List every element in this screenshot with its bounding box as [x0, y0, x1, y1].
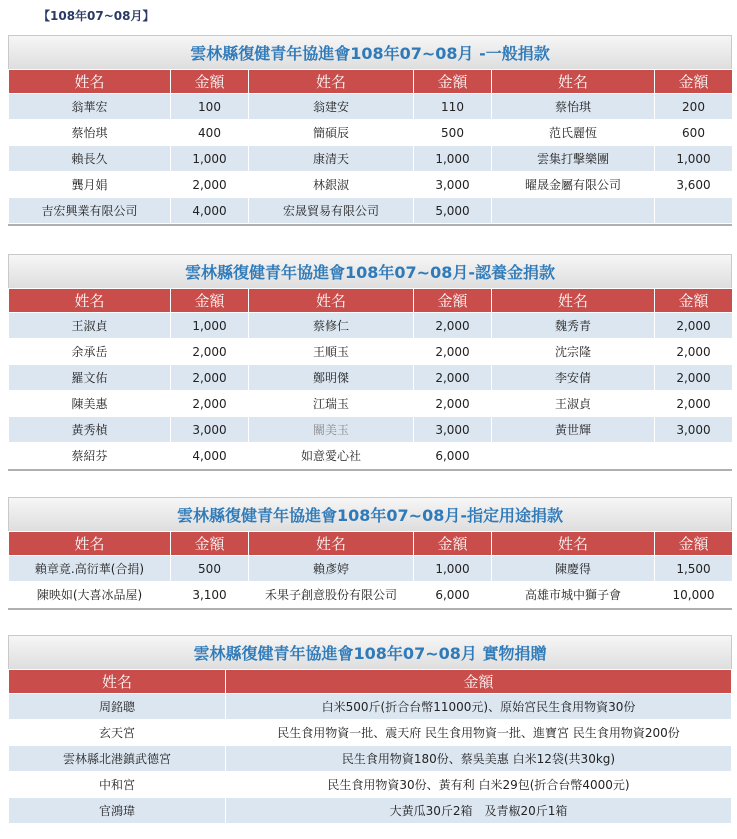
donation-amount: 4,000 [171, 198, 249, 224]
donor-name: 周銘聰 [9, 694, 226, 720]
table-row [9, 94, 733, 120]
amount-header: 金額 [171, 70, 249, 94]
donation-amount: 6,000 [414, 582, 492, 608]
donation-amount: 600 [655, 120, 733, 146]
donor-name: 翁建安 [249, 94, 414, 120]
donation-amount: 2,000 [171, 365, 249, 391]
donor-name: 賴彥婷 [249, 556, 414, 582]
donation-amount: 100 [171, 94, 249, 120]
table-row [9, 772, 732, 798]
donor-name: 高雄市城中獅子會 [492, 582, 655, 608]
donation-amount: 2,000 [171, 391, 249, 417]
period-label: 【108年07~08月】 [38, 9, 155, 23]
table-row [9, 365, 733, 391]
donor-name: 陳映如(大喜冰品屋) [9, 582, 171, 608]
donor-name: 江瑞玉 [249, 391, 414, 417]
inkind-donations-title: 雲林縣復健青年協進會108年07~08月 實物捐贈 [8, 635, 732, 669]
donation-amount: 3,100 [171, 582, 249, 608]
donation-amount: 1,000 [655, 146, 733, 172]
donor-name: 林銀淑 [249, 172, 414, 198]
donor-name: 黃世輝 [492, 417, 655, 443]
donor-name [492, 443, 655, 469]
donation-amount: 3,000 [171, 417, 249, 443]
name-header: 姓名 [9, 289, 171, 313]
section-divider [8, 224, 732, 226]
name-header: 姓名 [249, 289, 414, 313]
donor-name: 雲集打擊樂團 [492, 146, 655, 172]
donor-name: 中和宮 [9, 772, 226, 798]
donation-amount: 4,000 [171, 443, 249, 469]
donor-name: 龔月娟 [9, 172, 171, 198]
donation-amount: 2,000 [414, 365, 492, 391]
amount-header: 金額 [655, 289, 733, 313]
donor-name: 羅文佑 [9, 365, 171, 391]
donor-name: 宏晟貿易有限公司 [249, 198, 414, 224]
table-row [9, 339, 733, 365]
donor-name: 沈宗隆 [492, 339, 655, 365]
donor-name: 陳美惠 [9, 391, 171, 417]
donor-name: 曜晟金屬有限公司 [492, 172, 655, 198]
donor-name: 關美玉 [249, 417, 414, 443]
donor-name: 康清天 [249, 146, 414, 172]
donor-name: 禾果子創意股份有限公司 [249, 582, 414, 608]
donation-amount: 500 [414, 120, 492, 146]
name-header: 姓名 [249, 70, 414, 94]
donation-items: 民生食用物資30份、黃有利 白米29包(折合台幣4000元) [226, 772, 732, 798]
donor-name: 吉宏興業有限公司 [9, 198, 171, 224]
donation-amount: 2,000 [655, 339, 733, 365]
table-header-row [9, 289, 733, 313]
donation-amount: 400 [171, 120, 249, 146]
donation-amount: 200 [655, 94, 733, 120]
table-header-row [9, 532, 733, 556]
general-donations-table [8, 69, 733, 224]
designated-donations-table [8, 531, 733, 608]
name-header: 姓名 [9, 532, 171, 556]
name-header: 姓名 [492, 70, 655, 94]
donor-name: 雲林縣北港鎮武德宮 [9, 746, 226, 772]
donor-name: 蔡怡琪 [9, 120, 171, 146]
donation-items: 白米500斤(折合台幣11000元)、原始宮民生食用物資30份 [226, 694, 732, 720]
designated-donations-title: 雲林縣復健青年協進會108年07~08月-指定用途捐款 [8, 497, 732, 531]
donation-amount: 2,000 [414, 313, 492, 339]
inkind-donations-section [8, 635, 732, 824]
donation-amount [655, 198, 733, 224]
donation-amount: 1,000 [171, 313, 249, 339]
donor-name: 余承岳 [9, 339, 171, 365]
name-header: 姓名 [9, 70, 171, 94]
donation-amount: 3,000 [414, 417, 492, 443]
donor-name: 蔡紹芬 [9, 443, 171, 469]
amount-header: 金額 [171, 289, 249, 313]
donation-amount: 2,000 [414, 391, 492, 417]
table-row [9, 198, 733, 224]
table-row [9, 582, 733, 608]
donor-name: 范氏麗恆 [492, 120, 655, 146]
table-row [9, 798, 732, 824]
donation-items: 民生食用物資180份、蔡吳美惠 白米12袋(共30kg) [226, 746, 732, 772]
donor-name: 賴章竟.高衍華(合捐) [9, 556, 171, 582]
donation-amount: 2,000 [655, 391, 733, 417]
table-header-row [9, 70, 733, 94]
designated-donations-section [8, 497, 732, 610]
donation-amount: 5,000 [414, 198, 492, 224]
donor-name: 賴長久 [9, 146, 171, 172]
table-row [9, 146, 733, 172]
table-row [9, 720, 732, 746]
donor-name: 王順玉 [249, 339, 414, 365]
amount-header: 金額 [226, 670, 732, 694]
donation-amount: 10,000 [655, 582, 733, 608]
donation-amount: 110 [414, 94, 492, 120]
table-row [9, 746, 732, 772]
sponsorship-donations-table [8, 288, 733, 469]
donation-amount: 1,000 [414, 556, 492, 582]
donation-amount: 2,000 [414, 339, 492, 365]
donor-name: 翁華宏 [9, 94, 171, 120]
donation-items: 大黃瓜30斤2箱 及青椒20斤1箱 [226, 798, 732, 824]
donation-amount: 2,000 [655, 365, 733, 391]
donor-name: 魏秀青 [492, 313, 655, 339]
table-row [9, 417, 733, 443]
donation-amount: 2,000 [171, 339, 249, 365]
donation-amount: 1,000 [171, 146, 249, 172]
donation-amount: 3,600 [655, 172, 733, 198]
table-row [9, 120, 733, 146]
amount-header: 金額 [414, 70, 492, 94]
name-header: 姓名 [492, 532, 655, 556]
donation-amount: 1,500 [655, 556, 733, 582]
amount-header: 金額 [655, 532, 733, 556]
amount-header: 金額 [414, 532, 492, 556]
name-header: 姓名 [9, 670, 226, 694]
table-row [9, 443, 733, 469]
donor-name [492, 198, 655, 224]
amount-header: 金額 [655, 70, 733, 94]
donation-items: 民生食用物資一批、震天府 民生食用物資一批、進寶宮 民生食用物資200份 [226, 720, 732, 746]
name-header: 姓名 [492, 289, 655, 313]
table-row [9, 694, 732, 720]
donor-name: 黃秀楨 [9, 417, 171, 443]
table-row [9, 556, 733, 582]
donor-name: 鄭明傑 [249, 365, 414, 391]
donor-name: 李安倩 [492, 365, 655, 391]
donor-name: 陳慶得 [492, 556, 655, 582]
donor-name: 蔡怡琪 [492, 94, 655, 120]
section-divider [8, 608, 732, 610]
sponsorship-donations-title: 雲林縣復健青年協進會108年07~08月-認養金捐款 [8, 254, 732, 288]
donor-name: 官鴻瑋 [9, 798, 226, 824]
donor-name: 玄天宮 [9, 720, 226, 746]
donor-name: 王淑貞 [492, 391, 655, 417]
table-header-row [9, 670, 732, 694]
name-header: 姓名 [249, 532, 414, 556]
table-row [9, 391, 733, 417]
table-row [9, 172, 733, 198]
donor-name: 蔡修仁 [249, 313, 414, 339]
donation-amount: 2,000 [171, 172, 249, 198]
inkind-donations-table [8, 669, 732, 824]
section-divider [8, 469, 732, 471]
general-donations-title: 雲林縣復健青年協進會108年07~08月 -一般捐款 [8, 35, 732, 69]
table-row [9, 313, 733, 339]
sponsorship-donations-section [8, 254, 732, 471]
amount-header: 金額 [414, 289, 492, 313]
general-donations-section [8, 35, 732, 226]
donation-amount [655, 443, 733, 469]
donation-amount: 3,000 [414, 172, 492, 198]
donation-amount: 1,000 [414, 146, 492, 172]
donor-name: 王淑貞 [9, 313, 171, 339]
donor-name: 簡碩辰 [249, 120, 414, 146]
donation-amount: 3,000 [655, 417, 733, 443]
donor-name: 如意愛心社 [249, 443, 414, 469]
donation-amount: 2,000 [655, 313, 733, 339]
donation-amount: 6,000 [414, 443, 492, 469]
donation-amount: 500 [171, 556, 249, 582]
amount-header: 金額 [171, 532, 249, 556]
